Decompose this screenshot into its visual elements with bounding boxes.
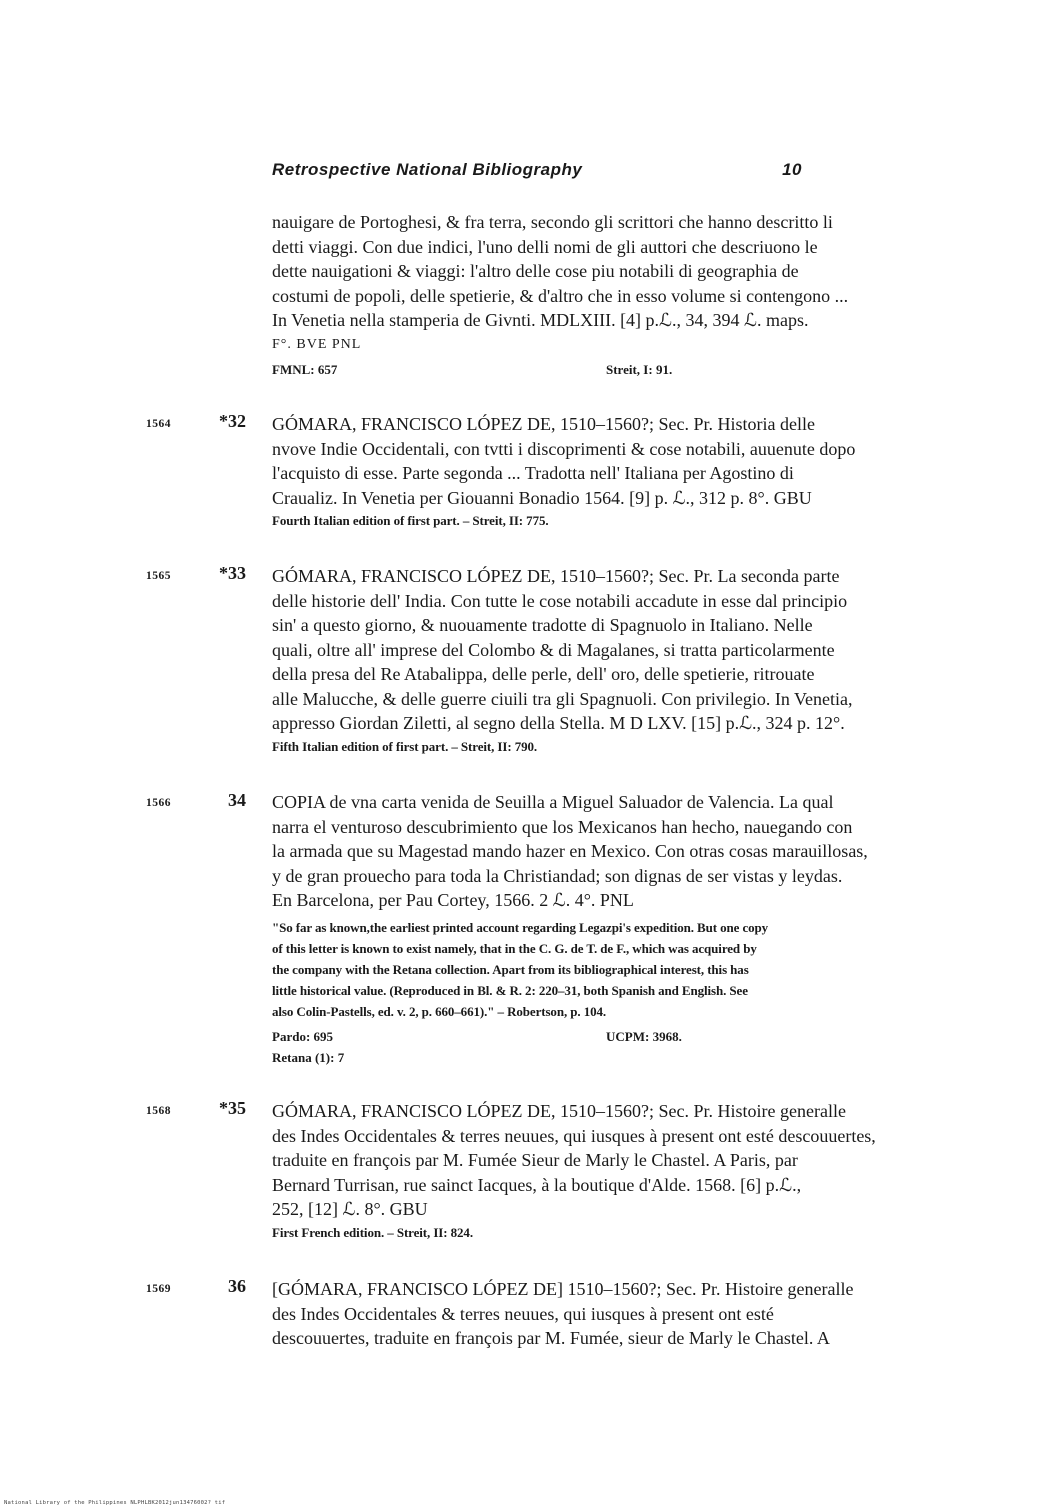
- entry-line: alle Malucche, & delle guerre ciuili tra gli Spagnuoli. Con privilegio. In Venetia,: [272, 688, 853, 709]
- ref-fmnl: FMNL: 657: [272, 362, 338, 377]
- entry-year: 1565: [146, 570, 171, 582]
- entry-line: En Barcelona, per Pau Cortey, 1566. 2 ℒ. 4°. PNL: [272, 890, 634, 910]
- running-head: [272, 160, 802, 180]
- entry-number: *35: [219, 1098, 246, 1118]
- entry-32: [272, 412, 962, 531]
- entry-line: narra el venturoso descubrimiento que los Mexicanos han hecho, nauegando con: [272, 816, 853, 837]
- entry-line: Bernard Turrisan, rue sainct Iacques, à la boutique d'Alde. 1568. [6] p.ℒ.,: [272, 1174, 802, 1195]
- entry-line: GÓMARA, FRANCISCO LÓPEZ DE, 1510–1560?; Sec. Pr. Histoire generalle: [272, 1101, 846, 1121]
- entry-year: 1564: [146, 418, 171, 430]
- entry-33: [272, 564, 962, 757]
- entry-line: GÓMARA, FRANCISCO LÓPEZ DE, 1510–1560?; Sec. Pr. La seconda parte: [272, 566, 840, 586]
- continuation-line: dette nauigationi & viaggi: l'altro delle cose piu notabili di geographia de: [272, 261, 799, 281]
- entry-line: y de gran prouecho para toda la Christiandad; son dignas de ser vistas y leydas.: [272, 865, 843, 886]
- entry-note: Fourth Italian edition of first part. – Streit, II: 775.: [272, 513, 549, 528]
- entry-line: appresso Giordan Ziletti, al segno della Stella. M D LXV. [15] p.ℒ., 324 p. 12°.: [272, 713, 845, 733]
- entry-36: [272, 1277, 962, 1351]
- entry-year: 1566: [146, 797, 171, 809]
- entry-number: *32: [219, 411, 246, 431]
- scan-footer: National Library of the Philippines NLPHLBK2012jun13476002? tif: [4, 1500, 226, 1506]
- entry-line: traduite en françois par M. Fumée Sieur de Marly le Chastel. A Paris, par: [272, 1150, 798, 1170]
- entry-line: delle historie dell' India. Con tutte le cose notabili accadute in esse dal principio: [272, 590, 848, 611]
- entry-34: [272, 790, 962, 1068]
- quote-line: of this letter is known to exist namely, that in the C. G. de T. de F., which was acquired by: [272, 940, 757, 956]
- quote-line: "So far as known,the earliest printed account regarding Legazpi's expedition. But one copy: [272, 919, 769, 935]
- continuation-format: F°. BVE PNL: [272, 336, 362, 352]
- entry-quote: [272, 917, 962, 1022]
- entry-line: quali, oltre all' imprese del Colombo & di Magalanes, si tratta particolarmente: [272, 639, 835, 660]
- entry-line: [GÓMARA, FRANCISCO LÓPEZ DE] 1510–1560?; Sec. Pr. Histoire generalle: [272, 1279, 854, 1299]
- entry-number: *33: [219, 563, 246, 583]
- entry-note: Fifth Italian edition of first part. – Streit, II: 790.: [272, 738, 538, 754]
- entry-line: GÓMARA, FRANCISCO LÓPEZ DE, 1510–1560?; Sec. Pr. Historia delle: [272, 414, 815, 434]
- entry-line: des Indes Occidentales & terres neuues, qui iusques à present ont esté descouuertes,: [272, 1125, 876, 1146]
- entry-line: Craualiz. In Venetia per Giouanni Bonadio 1564. [9] p. ℒ., 312 p. 8°. GBU: [272, 487, 812, 508]
- entry-refs: [272, 1047, 962, 1068]
- entry-line: della presa del Re Atabalippa, delle perle, dell' oro, delle spetierie, ritrouate: [272, 664, 815, 684]
- entry-year: 1569: [146, 1283, 171, 1295]
- entry-line: l'acquisto di esse. Parte segonda ... Tradotta nell' Italiana per Agostino di: [272, 463, 794, 483]
- entry-year: 1568: [146, 1105, 171, 1117]
- ref-pardo: Pardo: 695: [272, 1028, 334, 1044]
- entry-line: COPIA de vna carta venida de Seuilla a Miguel Saluador de Valencia. La qual: [272, 792, 834, 812]
- entry-refs: [272, 1026, 962, 1047]
- continuation-line: detti viaggi. Con due indici, l'uno delli nomi de gli auttori che descriuono le: [272, 236, 818, 257]
- entry-line: 252, [12] ℒ. 8°. GBU: [272, 1199, 428, 1219]
- entry-line: sin' a questo giorno, & nuouamente tradotte di Spagnuolo in Italiano. Nelle: [272, 615, 813, 635]
- entry-line: la armada que su Magestad mando hazer en Mexico. Con otras cosas marauillosas,: [272, 841, 868, 861]
- continuation-line: costumi de popoli, delle spetierie, & d'altro che in esso volume si contengono ...: [272, 285, 849, 306]
- quote-line: little historical value. (Reproduced in Bl. & R. 2: 220–31, both Spanish and English. See: [272, 982, 748, 998]
- ref-retana: Retana (1): 7: [272, 1049, 345, 1065]
- ref-ucpm: UCPM: 3968.: [606, 1028, 682, 1044]
- page-number: 10: [782, 160, 802, 179]
- running-head-title: Retrospective National Bibliography: [272, 160, 583, 179]
- continuation-line: nauigare de Portoghesi, & fra terra, secondo gli scrittori che hanno descritto li: [272, 212, 833, 232]
- ref-streit: Streit, I: 91.: [606, 362, 673, 377]
- quote-line: the company with the Retana collection. Apart from its bibliographical interest, this has: [272, 961, 749, 977]
- entry-35: [272, 1099, 962, 1243]
- entry-number: 34: [228, 790, 246, 810]
- quote-line: also Colin-Pastells, ed. v. 2, p. 660–661)." – Robertson, p. 104.: [272, 1003, 607, 1019]
- entry-line: nvove Indie Occidentali, con tvtti i discoprimenti & cose notabili, auuenute dopo: [272, 438, 856, 459]
- entry-note: First French edition. – Streit, II: 824.: [272, 1224, 473, 1240]
- entry-line: des Indes Occidentales & terres neuues, qui iusques à present ont esté: [272, 1303, 774, 1324]
- entry-line: descouuertes, traduite en françois par M. Fumée, sieur de Marly le Chastel. A: [272, 1328, 830, 1348]
- entry-number: 36: [228, 1276, 246, 1296]
- continuation-entry: [272, 210, 962, 380]
- continuation-line: In Venetia nella stamperia de Givnti. MDLXIII. [4] p.ℒ., 34, 394 ℒ. maps.: [272, 310, 809, 330]
- continuation-refs: [272, 359, 962, 380]
